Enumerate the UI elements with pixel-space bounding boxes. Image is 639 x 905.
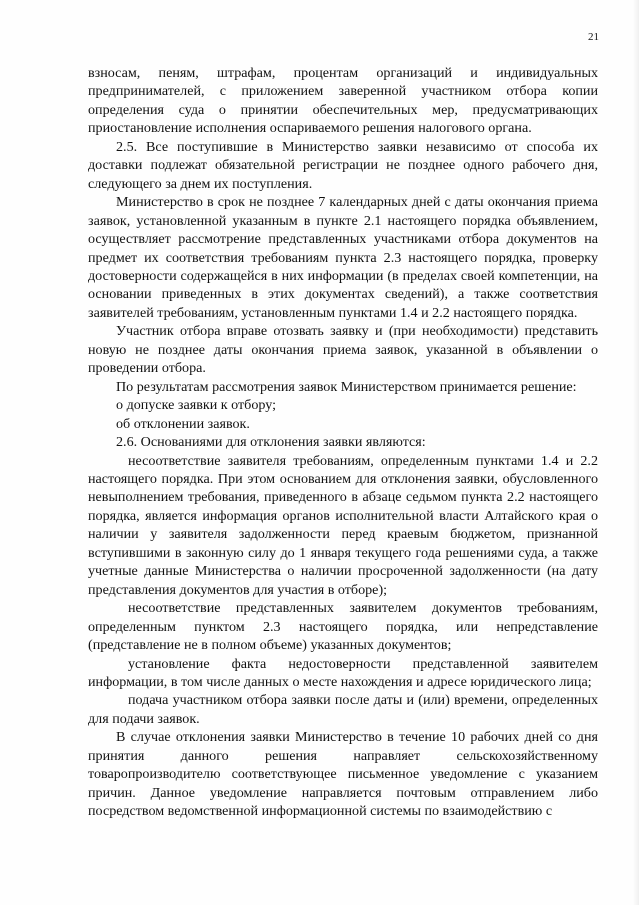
page-edge-shadow xyxy=(633,0,639,905)
page-number: 21 xyxy=(588,31,599,43)
reason-requirements-mismatch: несоответствие заявителя требованиям, определенным пунктами 1.4 и 2.2 настоящего порядка. При этом основанием для отклонения заявки, обусловленного невыполнением требования, приведенного в абзаце седьмом пункта 2.2 настоящего порядка, является информация органов исполнительной власти Алтайского края о наличии у заявителя задолженности перед краевым бюджетом, признанной вступившими в законную силу до 1 января текущего года решениями суда, а также учетные данные Министерства о наличии просроченной задолженности (на дату представления документов для участия в отборе); xyxy=(88,452,598,598)
reason-documents-mismatch: несоответствие представленных заявителем документов требованиям, определенным пунктом 2.3 настоящего порядка, или непредставление (представление не в полном объеме) указанных документов; xyxy=(88,600,598,654)
list-item-admit: о допуске заявки к отбору; xyxy=(116,397,277,414)
paragraph-continuation: взносам, пеням, штрафам, процентам организаций и индивидуальных предпринимателей, с приложением заверенной участником отбора копии определения суда о принятии обеспечительных мер, предусматривающих приостановление исполнения оспариваемого решения налогового органа. xyxy=(88,65,598,137)
reason-false-information: установление факта недостоверности представленной заявителем информации, в том числе данных о месте нахождения и адресе юридического лица; xyxy=(88,655,598,690)
paragraph-rejection-notice: В случае отклонения заявки Министерство в течение 10 рабочих дней со дня принятия данного решения направляет сельскохозяйственному товаропроизводителю соответствующее письменное уведомление с указанием причин. Данное уведомление направляется почтовым отправлением либо посредством ведомственной информационной системы по взаимодействию с xyxy=(88,729,598,820)
document-body xyxy=(88,64,598,821)
paragraph-decision-intro: По результатам рассмотрения заявок Министерством принимается решение: xyxy=(116,378,577,395)
reason-late-submission: подача участником отбора заявки после даты и (или) времени, определенных для подачи заявок. xyxy=(88,692,598,727)
paragraph-withdraw-application: Участник отбора вправе отозвать заявку и (при необходимости) представить новую не позднее даты окончания приема заявок, указанной в объявлении о проведении отбора. xyxy=(88,323,598,377)
paragraph-review-terms: Министерство в срок не позднее 7 календарных дней с даты окончания приема заявок, установленной указанным в пункте 2.1 настоящего порядка объявлением, осуществляет рассмотрение представленных участниками отбора документов на предмет их соответствия требованиям пункта 2.3 настоящего порядка, проверку достоверности содержащейся в них информации (в пределах своей компетенции, на основании приведенных в этих документах сведений), а также соответствия заявителей требованиям, установленным пунктами 1.4 и 2.2 настоящего порядка. xyxy=(88,194,598,321)
paragraph-2-6: 2.6. Основаниями для отклонения заявки являются: xyxy=(116,434,426,451)
paragraph-2-5: 2.5. Все поступившие в Министерство заявки независимо от способа их доставки подлежат обязательной регистрации не позднее одного рабочего дня, следующего за днем их поступления. xyxy=(88,138,598,192)
list-item-reject: об отклонении заявок. xyxy=(116,415,250,432)
